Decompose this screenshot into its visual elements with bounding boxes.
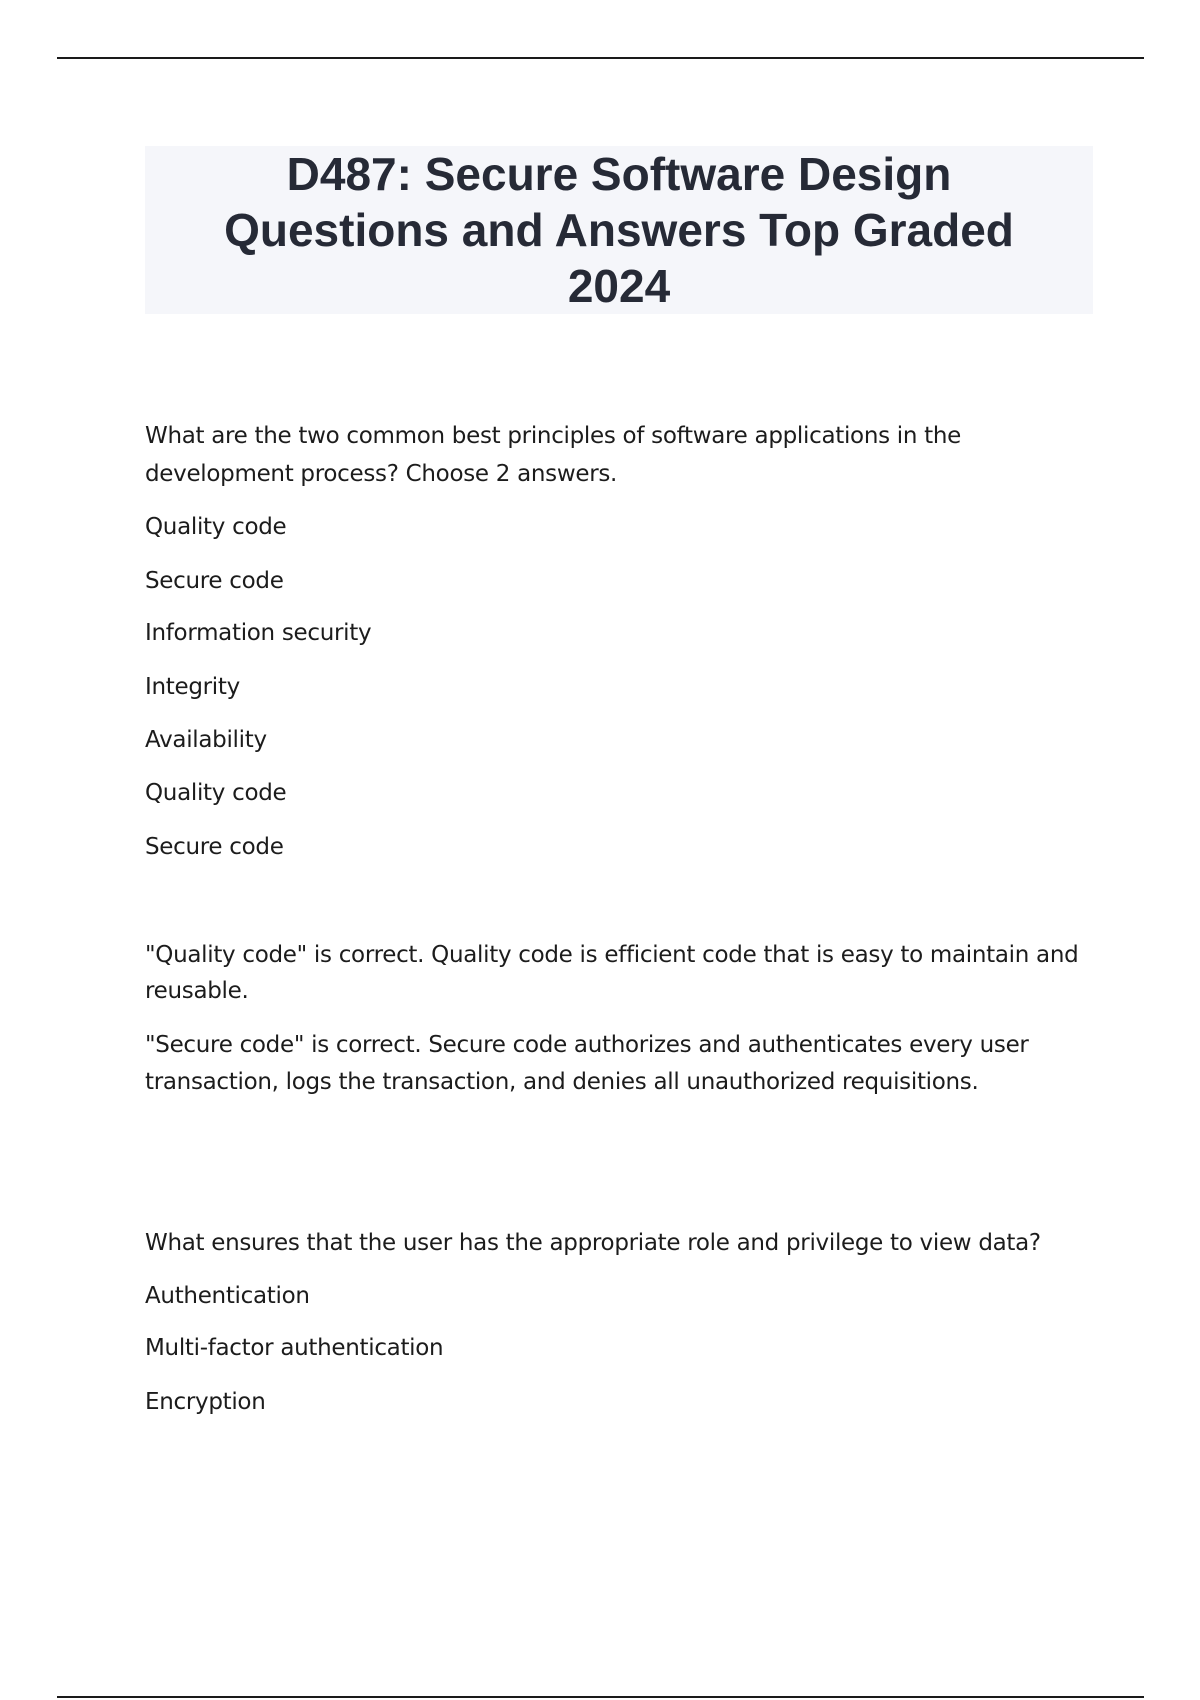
title-banner — [145, 146, 1093, 314]
question-2-option-1: Authentication — [145, 1283, 310, 1309]
question-1-explanation-1-line-2: reusable. — [145, 978, 249, 1004]
question-1-answer-2: Secure code — [145, 834, 284, 860]
question-1-answer-1: Quality code — [145, 780, 287, 806]
question-1-option-5: Availability — [145, 727, 267, 753]
question-2-option-2: Multi-factor authentication — [145, 1335, 444, 1361]
question-1-option-3: Information security — [145, 620, 372, 646]
question-2-option-3: Encryption — [145, 1389, 266, 1415]
question-1-explanation-1-line-1: "Quality code" is correct. Quality code is efficient code that is easy to maintain and — [145, 942, 1079, 968]
bottom-rule — [57, 1696, 1144, 1698]
question-1-option-2: Secure code — [145, 568, 284, 594]
top-rule — [57, 57, 1144, 59]
question-1-explanation-2-line-2: transaction, logs the transaction, and denies all unauthorized requisitions. — [145, 1069, 979, 1095]
question-1-text-line-2: development process? Choose 2 answers. — [145, 461, 618, 487]
question-1-option-1: Quality code — [145, 514, 287, 540]
question-1-option-4: Integrity — [145, 674, 240, 700]
document-title: D487: Secure Software Design Questions and Answers Top Graded 2024 — [224, 148, 1014, 312]
question-1-text-line-1: What are the two common best principles of software applications in the — [145, 423, 962, 449]
question-2-text: What ensures that the user has the appropriate role and privilege to view data? — [145, 1230, 1041, 1256]
question-1-explanation-2-line-1: "Secure code" is correct. Secure code authorizes and authenticates every user — [145, 1032, 1029, 1058]
